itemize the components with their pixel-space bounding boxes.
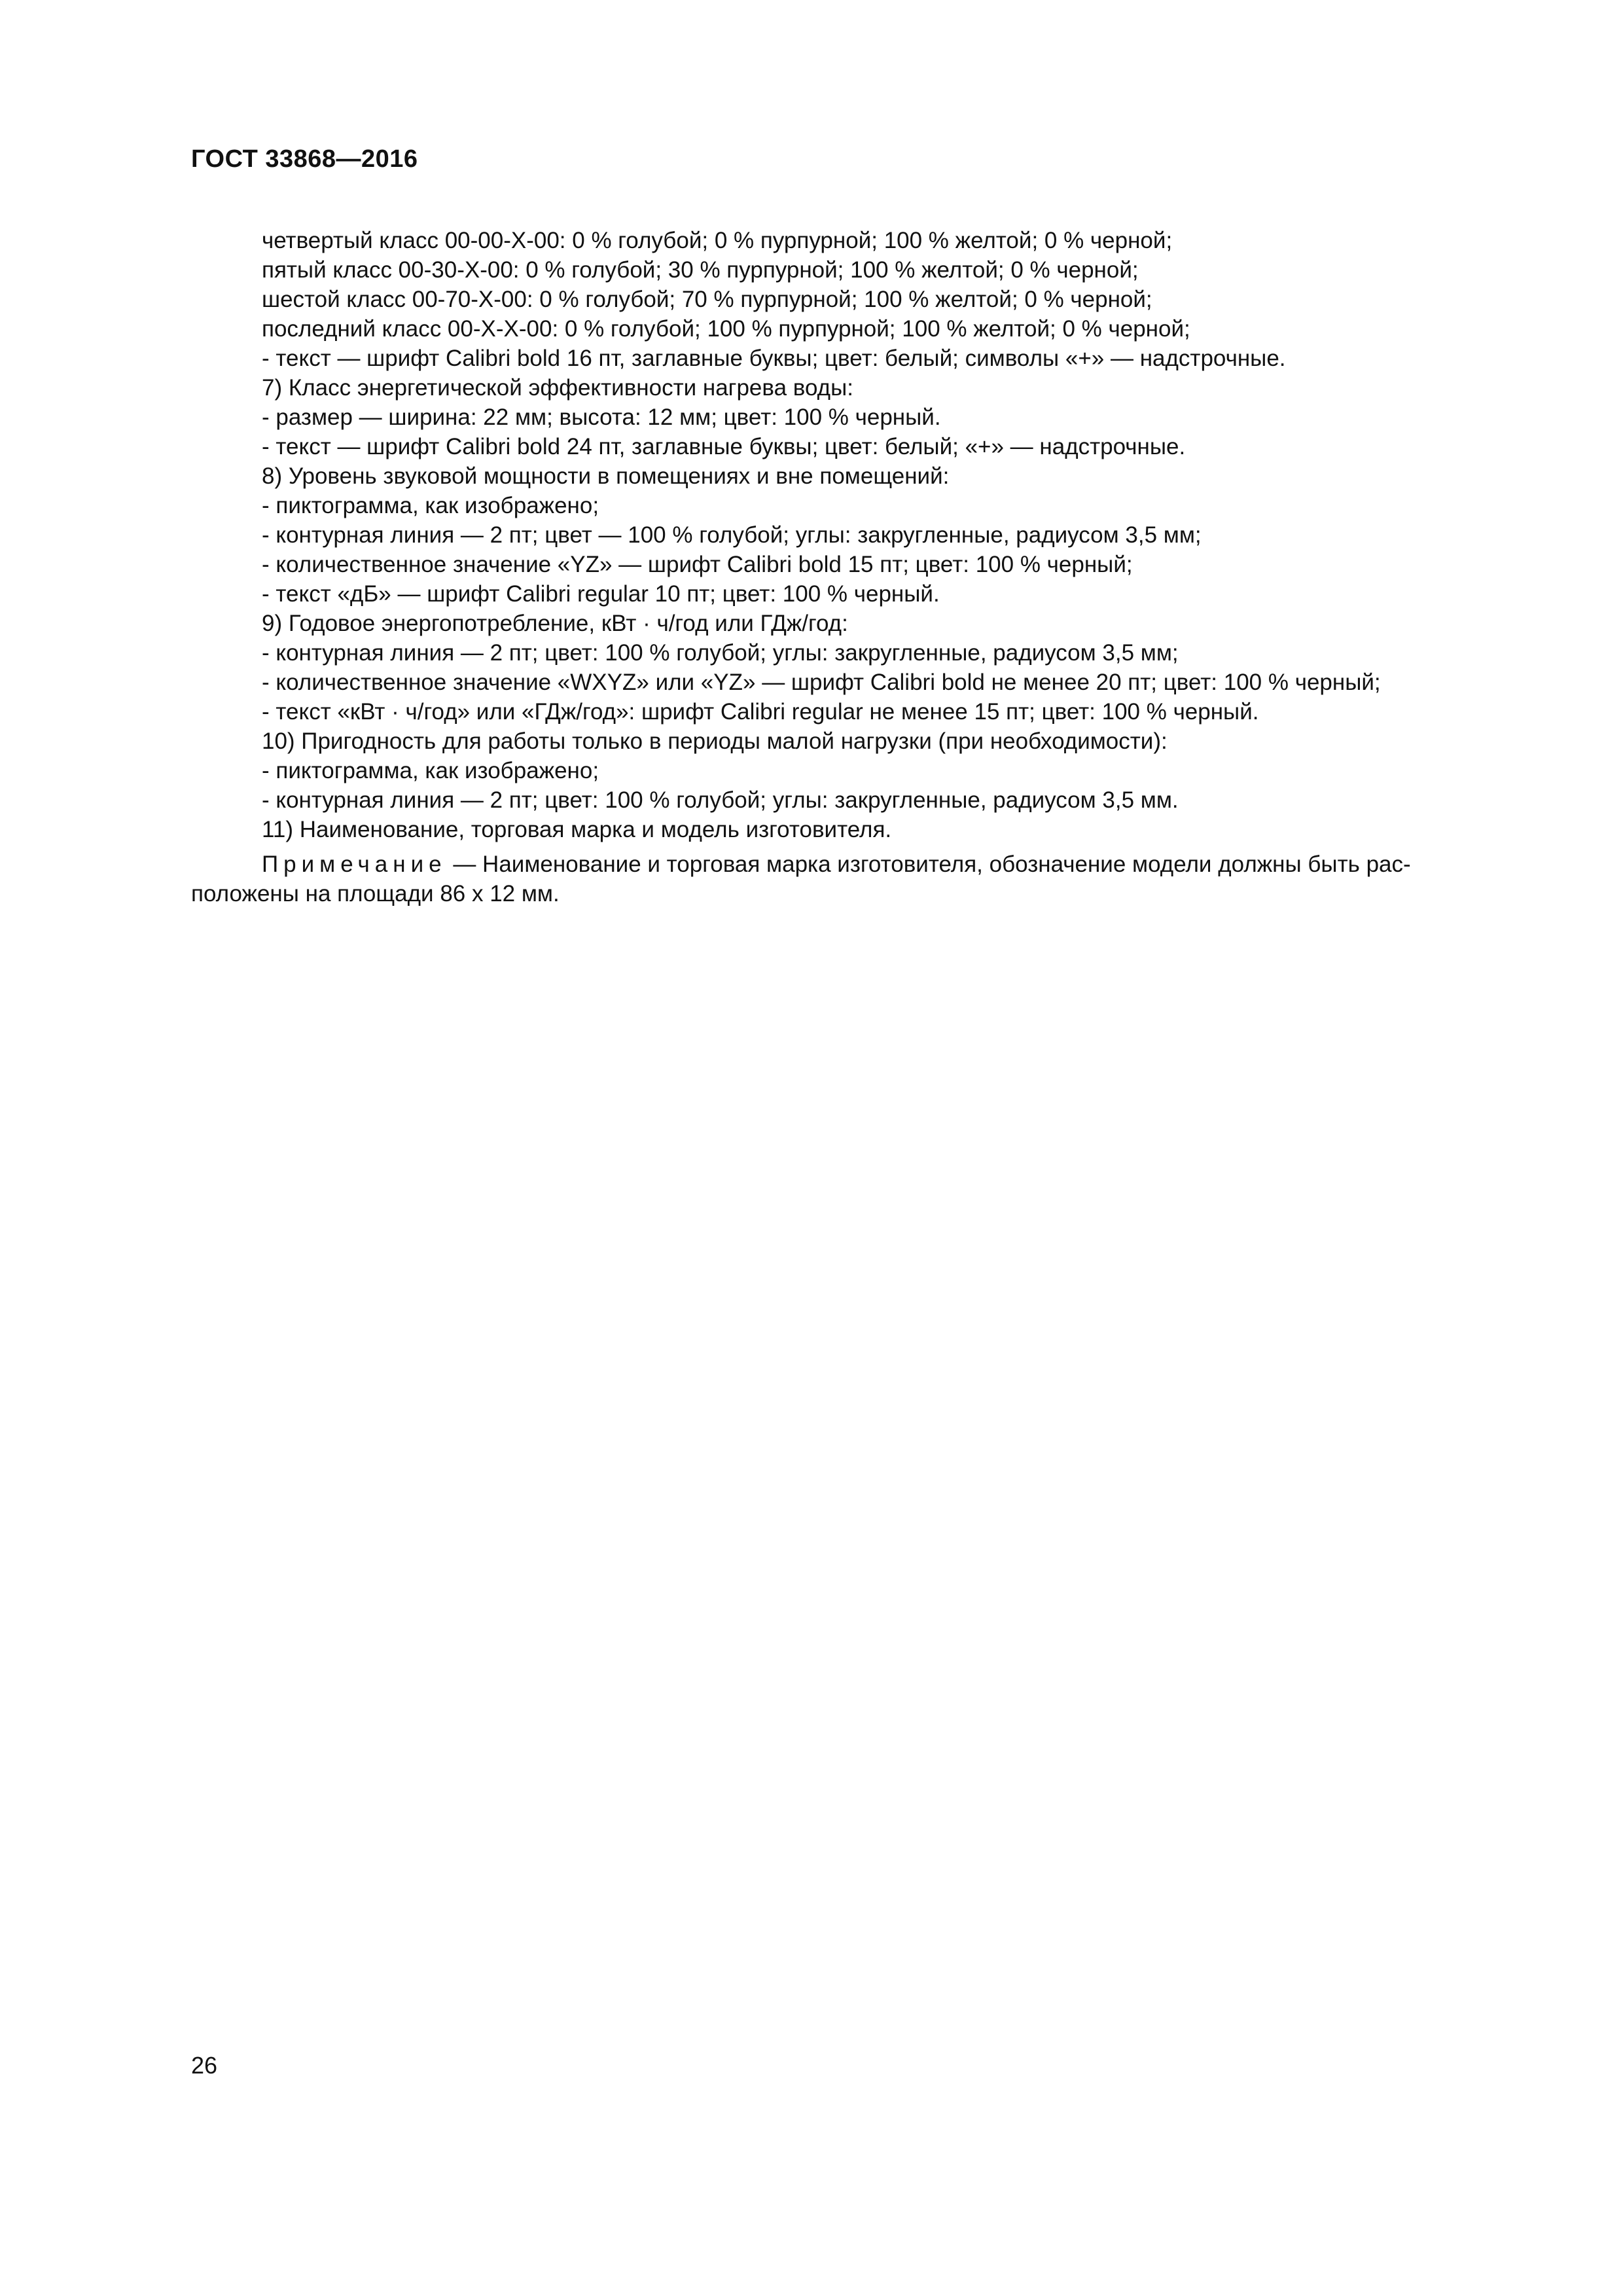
note-paragraph [191, 850, 1493, 908]
spec-line: - размер — ширина: 22 мм; высота: 12 мм; цвет: 100 % черный. [262, 404, 941, 430]
note-line-1 [191, 850, 1493, 879]
spec-line: - количественное значение «WXYZ» или «YZ» — шрифт Calibri bold не менее 20 пт; цвет: 100 % черный; [262, 670, 1381, 695]
spec-line: - контурная линия — 2 пт; цвет — 100 % голубой; углы: закругленные, радиусом 3,5 мм; [262, 522, 1202, 548]
spec-line: - текст — шрифт Calibri bold 16 пт, заглавные буквы; цвет: белый; символы «+» — надстрочные. [262, 346, 1286, 371]
note-line-2: положены на площади 86 х 12 мм. [191, 881, 560, 906]
spec-line: - пиктограмма, как изображено; [262, 758, 599, 783]
spec-line: 7) Класс энергетической эффективности нагрева воды: [262, 375, 853, 401]
spec-line: шестой класс 00-70-Х-00: 0 % голубой; 70 % пурпурной; 100 % желтой; 0 % черной; [262, 287, 1152, 312]
spec-line: - текст — шрифт Calibri bold 24 пт, заглавные буквы; цвет: белый; «+» — надстрочные. [262, 434, 1186, 459]
spec-line: 11) Наименование, торговая марка и модель изготовителя. [262, 817, 892, 842]
spec-line: - текст «кВт · ч/год» или «ГДж/год»: шрифт Calibri regular не менее 15 пт; цвет: 100 % черный. [262, 699, 1259, 725]
page-number: 26 [191, 2052, 218, 2079]
standard-header: ГОСТ 33868—2016 [191, 145, 418, 173]
spec-line: - контурная линия — 2 пт; цвет: 100 % голубой; углы: закругленные, радиусом 3,5 мм; [262, 640, 1179, 666]
spec-line: - текст «дБ» — шрифт Calibri regular 10 пт; цвет: 100 % черный. [262, 581, 940, 607]
spec-line: - контурная линия — 2 пт; цвет: 100 % голубой; углы: закругленные, радиусом 3,5 мм. [262, 787, 1179, 813]
spec-line: 9) Годовое энергопотребление, кВт · ч/год или ГДж/год: [262, 611, 848, 636]
spec-line: последний класс 00-Х-Х-00: 0 % голубой; 100 % пурпурной; 100 % желтой; 0 % черной; [262, 316, 1190, 342]
spec-line: четвертый класс 00-00-Х-00: 0 % голубой; 0 % пурпурной; 100 % желтой; 0 % черной; [262, 228, 1173, 253]
spec-line: 10) Пригодность для работы только в периоды малой нагрузки (при необходимости): [262, 728, 1168, 754]
spec-line: - количественное значение «YZ» — шрифт Calibri bold 15 пт; цвет: 100 % черный; [262, 552, 1133, 577]
spec-line: - пиктограмма, как изображено; [262, 493, 599, 518]
note-label: Примечание [262, 852, 447, 877]
spec-line: пятый класс 00-30-Х-00: 0 % голубой; 30 % пурпурной; 100 % желтой; 0 % черной; [262, 257, 1139, 283]
spec-line: 8) Уровень звуковой мощности в помещениях и вне помещений: [262, 463, 950, 489]
specification-list [262, 226, 1518, 844]
note-text: — Наименование и торговая марка изготовителя, обозначение модели должны быть рас- [446, 852, 1411, 877]
